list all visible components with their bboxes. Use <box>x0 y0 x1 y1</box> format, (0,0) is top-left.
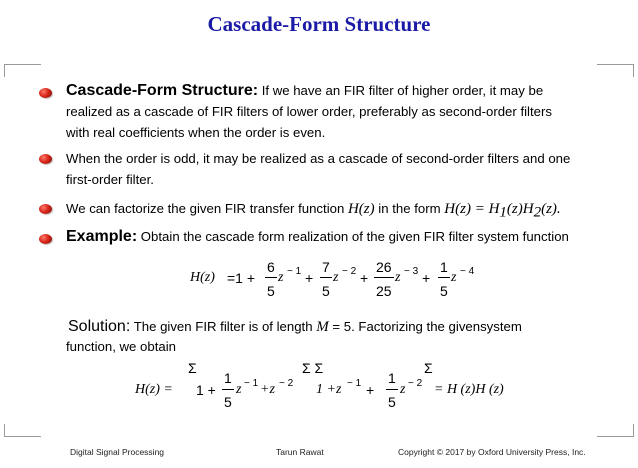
fraction-bar <box>265 277 277 278</box>
solution-label: Solution: <box>68 318 131 335</box>
fraction-bar <box>374 277 394 278</box>
footer-course: Digital Signal Processing <box>70 447 165 457</box>
frame-corner-bottom-left <box>4 424 41 437</box>
fraction-bar <box>222 389 234 390</box>
frame-corner-bottom-right <box>597 424 634 437</box>
fraction-bar <box>438 277 450 278</box>
bullet-icon <box>39 88 52 98</box>
bullet-icon <box>39 204 52 214</box>
bullet-2-text: When the order is odd, it may be realized as a cascade of second-order filters and one first-order filter. <box>66 151 571 187</box>
bullet-1-text: Cascade-Form Structure: If we have an FIR filter of higher order, it may be realized as a cascade of FIR filters of lower order, preferably as second-order filters with real coefficients when the order is even. <box>66 82 552 140</box>
frame-corner-top-right <box>597 64 634 77</box>
frame-corner-top-left <box>4 64 41 77</box>
solution-line-2: function, we obtain <box>66 339 176 354</box>
bullet-3-text: We can factorize the given FIR transfer function H(z) in the form $H(z) = H_1(z)H_2(z)$. <box>66 201 561 221</box>
footer-author: Tarun Rawat <box>276 447 324 457</box>
fraction-bar <box>386 389 398 390</box>
fraction-bar <box>320 277 332 278</box>
bullet-1-lead: Cascade-Form Structure: <box>66 82 259 99</box>
bullet-icon <box>39 234 52 244</box>
bullet-icon <box>39 154 52 164</box>
math-h-of-z: H(z) <box>347 201 375 217</box>
bullet-4-lead: Example: <box>66 228 138 245</box>
bullet-4-text: Example: Obtain the cascade form realization of the given FIR filter system function <box>66 228 569 245</box>
solution-text: Solution: The given FIR filter is of length M = 5. Factorizing the givensystem <box>68 318 522 335</box>
slide-title: Cascade-Form Structure <box>207 12 431 36</box>
footer-copyright: Copyright © 2017 by Oxford University Press, Inc. <box>398 447 586 457</box>
